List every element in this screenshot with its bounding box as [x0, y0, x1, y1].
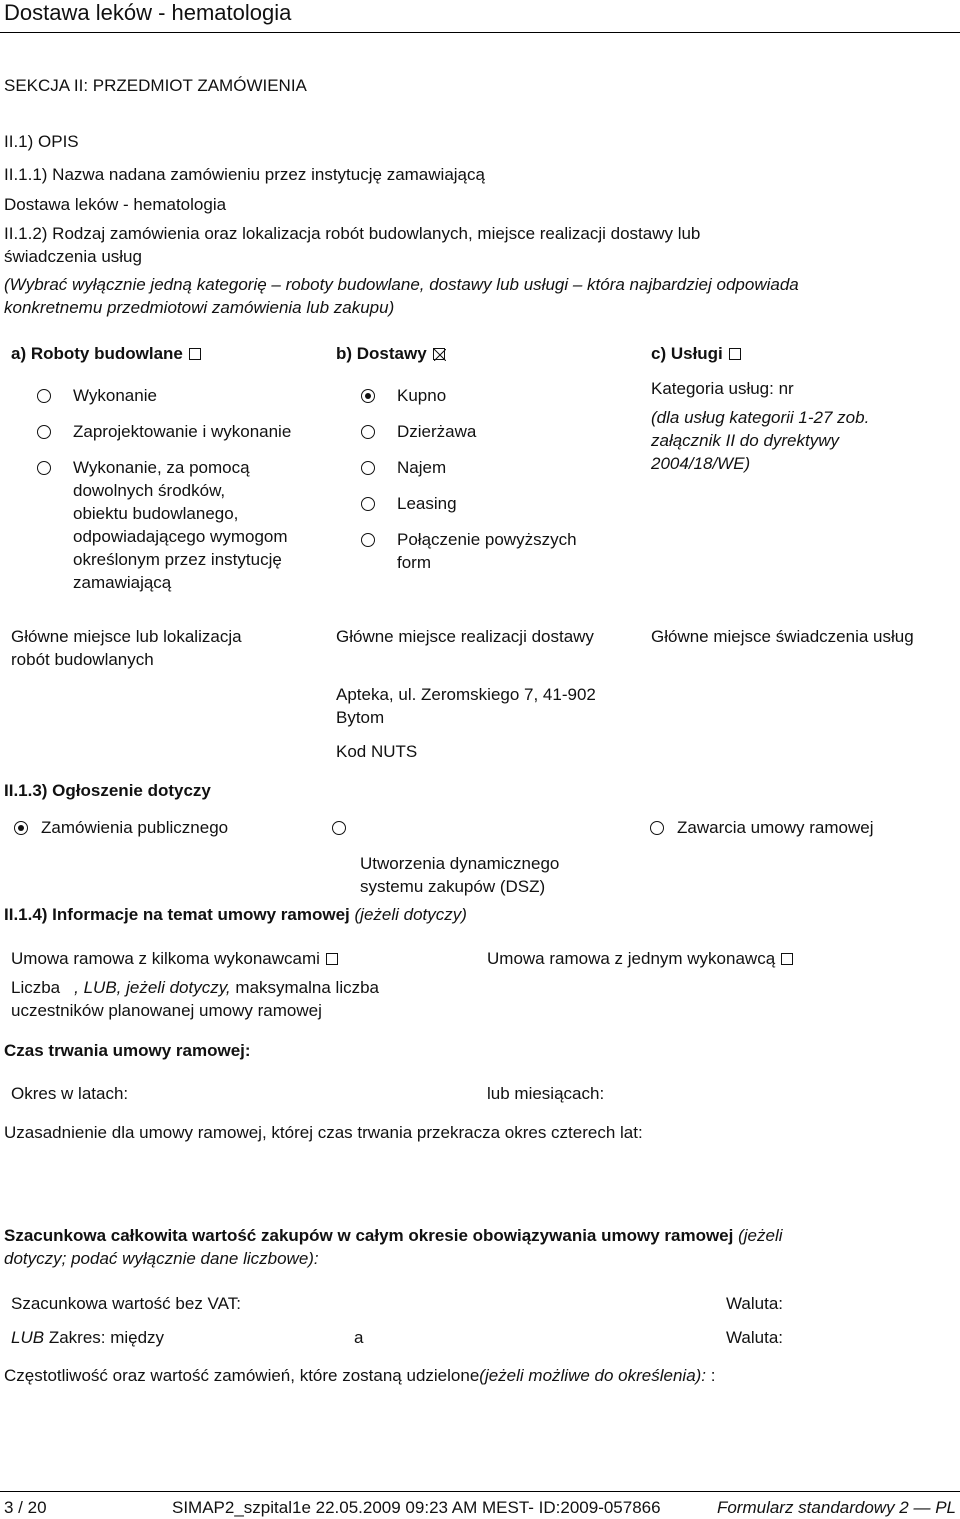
years-label: Okres w latach: [11, 1084, 129, 1103]
single-operator-checkbox[interactable] [781, 953, 793, 965]
supplies-option-rental: Najem [397, 458, 447, 477]
services-note-line: 2004/18/WE) [651, 454, 751, 473]
frequency-note: (jeżeli możliwe do określenia): [479, 1366, 707, 1385]
range-label [11, 1326, 164, 1349]
nuts-code-label: Kod NUTS [336, 742, 418, 761]
supplies-location-line: Bytom [336, 708, 385, 727]
supplies-option-radio[interactable] [361, 533, 375, 547]
works-option-radio[interactable] [37, 425, 51, 439]
participants-count-alt: , LUB, jeżeli dotyczy, [74, 978, 231, 997]
estimate-heading-note-cont: dotyczy; podać wyłącznie dane liczbowe): [4, 1249, 319, 1268]
dps-radio[interactable] [332, 821, 346, 835]
works-option-realisation [73, 456, 288, 594]
estimate-heading-text: Szacunkowa całkowita wartość zakupów w całym okresie obowiązywania umowy ramowej [4, 1226, 734, 1245]
contract-name-label: II.1.1) Nazwa nadana zamówieniu przez instytucję zamawiającą [4, 165, 485, 184]
works-option-realisation-line: określonym przez instytucję [73, 550, 282, 569]
supplies-option-combination-line: form [397, 553, 431, 572]
contract-name-value: Dostawa leków - hematologia [4, 195, 227, 214]
supplies-label: b) Dostawy [336, 344, 427, 363]
contract-type-label-cont: świadczenia usług [4, 247, 142, 266]
supplies-category [336, 342, 445, 365]
works-option-execution: Wykonanie [73, 386, 157, 405]
services-location-label: Główne miejsce świadczenia usług [651, 627, 914, 646]
supplies-location-value [336, 683, 596, 729]
value-excl-vat-label: Szacunkowa wartość bez VAT: [11, 1294, 241, 1313]
works-label: a) Roboty budowlane [11, 344, 183, 363]
supplies-option-radio[interactable] [361, 425, 375, 439]
works-location-line: Główne miejsce lub lokalizacja [11, 627, 242, 646]
services-note [651, 406, 869, 475]
section-title: SEKCJA II: PRZEDMIOT ZAMÓWIENIA [4, 76, 307, 95]
duration-heading: Czas trwania umowy ramowej: [4, 1041, 251, 1060]
works-option-radio[interactable] [37, 461, 51, 475]
supplies-option-radio[interactable] [361, 461, 375, 475]
works-checkbox[interactable] [189, 348, 201, 360]
works-option-radio[interactable] [37, 389, 51, 403]
works-location-line: robót budowlanych [11, 650, 154, 669]
range-and: a [354, 1328, 364, 1347]
supplies-option-lease: Dzierżawa [397, 422, 477, 441]
supplies-option-combination [397, 528, 577, 574]
supplies-checkbox[interactable] [433, 348, 445, 360]
category-instruction: (Wybrać wyłącznie jedną kategorię – roboty budowlane, dostawy lub usługi – która najbardziej odpowiada [4, 275, 799, 294]
category-instruction-cont: konkretnemu przedmiotowi zamówienia lub zakupu) [4, 298, 395, 317]
frequency-text: Częstotliwość oraz wartość zamówień, które zostaną udzielone [4, 1366, 480, 1385]
estimate-heading-note: (jeżeli [738, 1226, 783, 1245]
services-checkbox[interactable] [729, 348, 741, 360]
single-operator-label: Umowa ramowa z jednym wykonawcą [487, 949, 776, 968]
contract-type-label: II.1.2) Rodzaj zamówienia oraz lokalizacja robót budowlanych, miejsce realizacji dostawy lub [4, 224, 701, 243]
range-between: Zakres: między [48, 1328, 165, 1347]
framework-info-heading-note: (jeżeli dotyczy) [354, 905, 467, 924]
framework-info-heading-text: II.1.4) Informacje na temat umowy ramowej [4, 905, 350, 924]
dps-label [360, 852, 559, 898]
participants-count-cont: uczestników planowanej umowy ramowej [11, 1001, 322, 1020]
works-option-realisation-line: zamawiającą [73, 573, 172, 592]
currency-label: Waluta: [726, 1294, 784, 1313]
participants-max-label: maksymalna liczba [235, 978, 380, 997]
justification-label: Uzasadnienie dla umowy ramowej, której czas trwania przekracza okres czterech lat: [4, 1123, 643, 1142]
footer-rule [0, 1491, 960, 1492]
supplies-option-combination-line: Połączenie powyższych [397, 530, 577, 549]
works-option-design-execution: Zaprojektowanie i wykonanie [73, 422, 292, 441]
range-or: LUB [11, 1328, 45, 1347]
single-operator-option [487, 947, 793, 970]
description-heading: II.1) OPIS [4, 132, 79, 151]
currency-label-2: Waluta: [726, 1328, 784, 1347]
works-option-realisation-line: dowolnych środków, [73, 481, 226, 500]
works-option-realisation-line: Wykonanie, za pomocą [73, 458, 250, 477]
multi-operator-option [11, 947, 338, 970]
dps-label-line: systemu zakupów (DSZ) [360, 877, 546, 896]
page-number: 3 / 20 [4, 1498, 47, 1517]
title-rule [0, 32, 960, 33]
supplies-location-line: Apteka, ul. Zeromskiego 7, 41-902 [336, 685, 596, 704]
supplies-option-purchase: Kupno [397, 386, 447, 405]
services-category [651, 342, 741, 365]
frequency-colon: : [710, 1366, 716, 1385]
framework-label: Zawarcia umowy ramowej [677, 818, 874, 837]
services-note-line: załącznik II do dyrektywy [651, 431, 840, 450]
services-note-line: (dla usług kategorii 1-27 zob. [651, 408, 870, 427]
works-location-label [11, 625, 242, 671]
services-label: c) Usługi [651, 344, 723, 363]
page-title: Dostawa leków - hematologia [4, 0, 292, 25]
frequency-label [4, 1364, 716, 1387]
works-option-realisation-line: odpowiadającego wymogom [73, 527, 288, 546]
framework-info-heading [4, 903, 467, 926]
supplies-option-radio-selected[interactable] [361, 389, 375, 403]
months-label: lub miesiącach: [487, 1084, 605, 1103]
framework-radio[interactable] [650, 821, 664, 835]
services-category-number: Kategoria usług: nr [651, 379, 794, 398]
supplies-option-leasing: Leasing [397, 494, 457, 513]
form-label: Formularz standardowy 2 — PL [716, 1498, 956, 1517]
multi-operator-label: Umowa ramowa z kilkoma wykonawcami [11, 949, 320, 968]
public-contract-radio-selected[interactable] [14, 821, 28, 835]
document-id: SIMAP2_szpital1e 22.05.2009 09:23 AM MEST- ID:2009-057866 [172, 1498, 661, 1517]
notice-concerns-heading: II.1.3) Ogłoszenie dotyczy [4, 781, 211, 800]
supplies-location-label: Główne miejsce realizacji dostawy [336, 627, 594, 646]
supplies-option-radio[interactable] [361, 497, 375, 511]
estimate-heading [4, 1224, 783, 1247]
works-category [11, 342, 201, 365]
participants-count-label: Liczba [11, 978, 61, 997]
works-option-realisation-line: obiektu budowlanego, [73, 504, 239, 523]
multi-operator-checkbox[interactable] [326, 953, 338, 965]
public-contract-label: Zamówienia publicznego [41, 818, 229, 837]
dps-label-line: Utworzenia dynamicznego [360, 854, 560, 873]
participants-count [11, 976, 379, 999]
